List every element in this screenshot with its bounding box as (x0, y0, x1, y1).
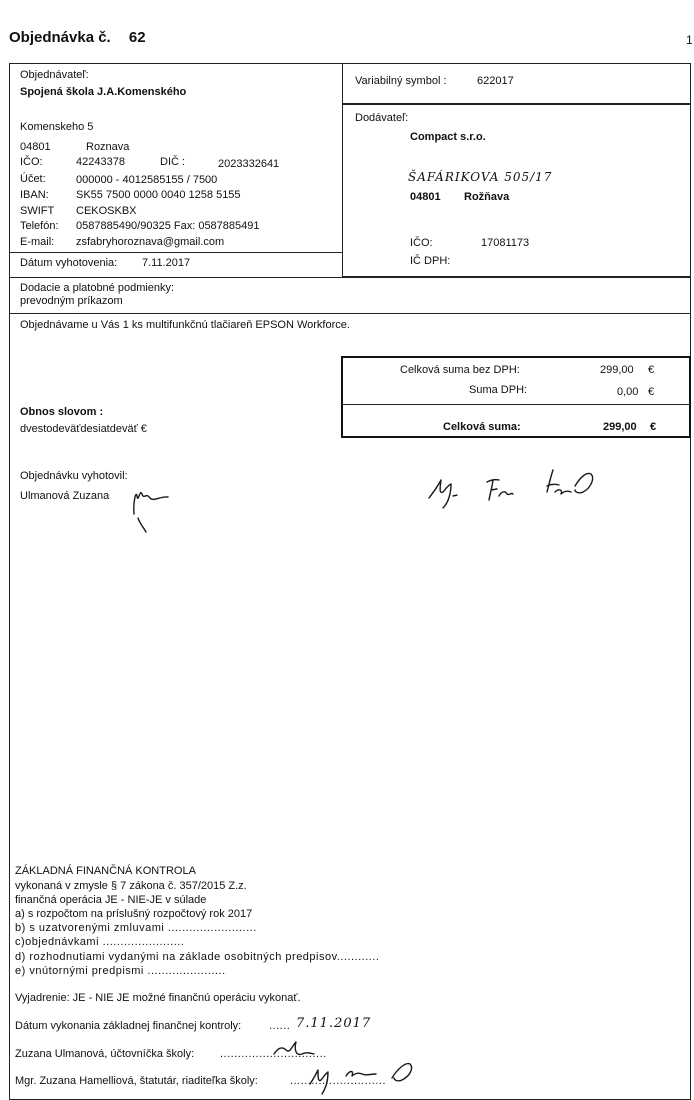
buyer-phone-label: Telefón: (20, 220, 59, 232)
net-currency: € (648, 364, 655, 376)
amount-words-label: Obnos slovom : (20, 406, 104, 418)
control-item-c: c)objednávkami ....................... (15, 936, 185, 948)
divider (9, 277, 691, 278)
control-date-dots: ...... (269, 1020, 291, 1032)
buyer-iban: SK55 7500 0000 0040 1258 5155 (76, 189, 241, 201)
accountant-dots: .............................. (220, 1048, 327, 1060)
page-number: 1 (686, 33, 693, 47)
order-text: Objednávame u Vás 1 ks multifunkčnú tlačiareň EPSON Workforce. (20, 319, 350, 331)
supplier-icdph-label: IČ DPH: (410, 255, 451, 267)
supplier-zip: 04801 (410, 191, 441, 203)
control-date-value: 7.11.2017 (296, 1016, 372, 1031)
supplier-name: Compact s.r.o. (410, 131, 486, 143)
control-item-d: d) rozhodnutiami vydanými na základe osobitných predpisov............ (15, 951, 380, 963)
buyer-email-label: E-mail: (20, 236, 55, 248)
delivery-label: Dodacie a platobné podmienky: (20, 282, 175, 294)
buyer-dic: 2023332641 (218, 158, 280, 170)
buyer-account-label: Účet: (20, 173, 46, 185)
supplier-ico-label: IČO: (410, 237, 433, 249)
issued-by-name: Ulmanová Zuzana (20, 490, 110, 502)
vat-value: 0,00 (617, 386, 639, 398)
supplier-box (342, 104, 691, 277)
buyer-email: zsfabryhoroznava@gmail.com (76, 236, 225, 248)
buyer-swift-label: SWIFT (20, 205, 55, 217)
order-number: 62 (128, 29, 146, 46)
buyer-street: Komenskeho 5 (20, 121, 94, 133)
director-dots: ........................... (290, 1075, 387, 1087)
vat-label: Suma DPH: (469, 384, 528, 396)
divider (9, 313, 691, 314)
buyer-label: Objednávateľ: (20, 69, 89, 81)
supplier-ico: 17081173 (481, 237, 530, 249)
buyer-ico: 42243378 (76, 156, 125, 168)
director-line: Mgr. Zuzana Hamelliová, štatutár, riaditeľka školy: (15, 1075, 258, 1087)
order-title (9, 29, 146, 46)
control-item-e: e) vnútornými predpismi ...................... (15, 965, 226, 977)
buyer-iban-label: IBAN: (20, 189, 49, 201)
order-title-label: Objednávka č. (9, 29, 111, 46)
issue-date: 7.11.2017 (142, 257, 191, 269)
control-date-label: Dátum vykonania základnej finančnej kontroly: (15, 1020, 242, 1032)
grand-total-currency: € (650, 421, 657, 433)
buyer-account: 000000 - 4012585155 / 7500 (76, 174, 218, 186)
buyer-dic-label: DIČ : (160, 156, 186, 168)
supplier-handwritten-street: ŠAFÁRIKOVA 505/17 (408, 170, 553, 184)
net-total-label: Celková suma bez DPH: (400, 364, 520, 376)
divider (342, 404, 690, 405)
variable-symbol-label: Variabilný symbol : (355, 75, 447, 87)
vat-currency: € (648, 386, 655, 398)
variable-symbol-value: 622017 (477, 75, 514, 87)
accountant-line: Zuzana Ulmanová, účtovníčka školy: (15, 1048, 195, 1060)
divider (9, 252, 342, 253)
buyer-ico-label: IČO: (20, 156, 43, 168)
supplier-city: Rožňava (464, 191, 510, 203)
buyer-name: Spojená škola J.A.Komenského (20, 86, 187, 98)
control-line2: finančná operácia JE - NIE-JE v súlade (15, 894, 207, 906)
supplier-label: Dodávateľ: (355, 112, 409, 124)
buyer-phone: 0587885490/90325 Fax: 0587885491 (76, 220, 260, 232)
signature-icon (425, 462, 610, 510)
net-total-value: 299,00 (600, 364, 634, 376)
control-statement: Vyjadrenie: JE - NIE JE možné finančnú operáciu vykonať. (15, 992, 301, 1004)
control-item-b: b) s uzatvorenými zmluvami ......................... (15, 922, 257, 934)
control-line1: vykonaná v zmysle § 7 zákona č. 357/2015 Z.z. (15, 880, 247, 892)
buyer-swift: CEKOSKBX (76, 205, 137, 217)
issue-date-label: Dátum vyhotovenia: (20, 257, 118, 269)
grand-total-label: Celková suma: (443, 421, 521, 433)
buyer-zip: 04801 (20, 141, 51, 153)
control-title: ZÁKLADNÁ FINANČNÁ KONTROLA (15, 865, 196, 877)
delivery-value: prevodným príkazom (20, 295, 123, 307)
amount-words-value: dvestodeväťdesiatdeväť € (20, 423, 147, 435)
signature-icon (306, 1054, 426, 1096)
signature-icon (128, 478, 176, 534)
issued-by-label: Objednávku vyhotovil: (20, 470, 128, 482)
buyer-city: Roznava (86, 141, 130, 153)
control-item-a: a) s rozpočtom na príslušný rozpočtový rok 2017 (15, 908, 253, 920)
grand-total-value: 299,00 (603, 421, 637, 433)
